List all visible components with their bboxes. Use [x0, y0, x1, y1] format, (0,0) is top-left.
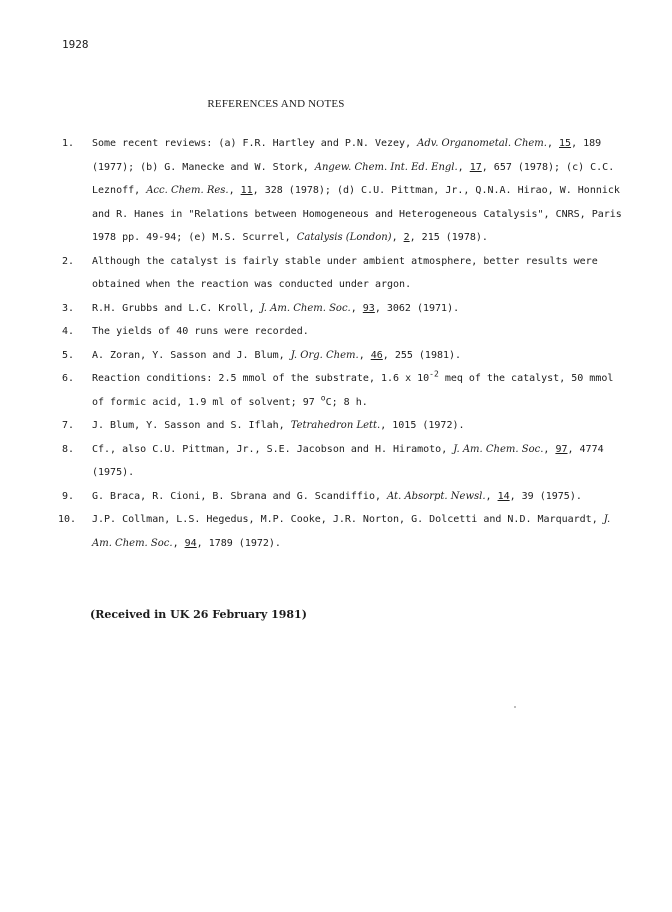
volume-number: 15	[559, 138, 572, 149]
volume-number: 97	[555, 443, 568, 455]
reference-text: J. Blum, Y. Sasson and S. Iflah,	[92, 420, 291, 431]
received-date: (Received in UK 26 February 1981)	[90, 608, 307, 621]
reference-text: ,	[457, 161, 470, 173]
volume-number: 11	[240, 185, 253, 196]
reference-text: G. Braca, R. Cioni, B. Sbrana and G. Scandiffio,	[92, 490, 388, 502]
reference-text: Cf., also C.U. Pittman, Jr., S.E. Jacobson and H. Hiramoto,	[92, 443, 454, 455]
reference-text: , 328 (1978); (d) C.U. Pittman, Jr., Q.N.A. Hirao, W. Honnick and R. Hanes in "Relations between Homogeneous and Heterogeneous Catalysis", CNRS, Paris 1978 pp. 49-94; (e) M.S. Scurrel,	[92, 185, 622, 243]
reference-text: , 1015 (1972).	[380, 420, 465, 431]
reference-item	[62, 414, 622, 438]
reference-text: , 255 (1981).	[382, 349, 462, 361]
reference-item	[62, 320, 622, 344]
journal-name: J. Am. Chem. Soc.	[260, 302, 351, 314]
superscript: o	[320, 393, 326, 403]
superscript: -2	[429, 369, 439, 379]
reference-number: 6.	[62, 373, 75, 384]
reference-text: ,	[350, 302, 363, 314]
reference-text: , 189 (1977); (b) G. Manecke and W. Stork,	[92, 138, 602, 173]
reference-item	[62, 485, 622, 509]
reference-item	[62, 367, 622, 414]
reference-number: 2.	[62, 255, 75, 267]
scan-speck	[514, 706, 516, 708]
journal-name: Adv. Organometal. Chem.	[417, 138, 547, 149]
journal-name: Catalysis (London)	[296, 232, 392, 243]
journal-name: J. Org. Chem.	[290, 349, 359, 361]
reference-text: C; 8 h.	[325, 396, 368, 408]
reference-list	[58, 132, 622, 555]
reference-number: 3.	[62, 302, 75, 314]
reference-text: Reaction conditions: 2.5 mmol of the substrate, 1.6 x 10	[92, 373, 430, 384]
volume-number: 46	[370, 349, 383, 361]
reference-text: , 39 (1975).	[509, 490, 582, 502]
reference-text: ,	[391, 232, 404, 243]
reference-text: ,	[485, 490, 498, 502]
reference-text: J.P. Collman, L.S. Hegedus, M.P. Cooke, J.R. Norton, G. Dolcetti and N.D. Marquardt,	[92, 514, 604, 525]
reference-text: ,	[172, 537, 185, 549]
reference-text: A. Zoran, Y. Sasson and J. Blum,	[92, 349, 291, 361]
volume-number: 14	[497, 490, 510, 502]
reference-text: The yields of 40 runs were recorded.	[92, 326, 309, 337]
volume-number: 93	[362, 302, 375, 314]
reference-text: meq of the catalyst, 50 mmol of formic acid, 1.9 ml of solvent; 97	[92, 373, 614, 408]
reference-text: , 3062 (1971).	[374, 302, 460, 314]
reference-item	[62, 438, 622, 485]
reference-text: , 1789 (1972).	[196, 537, 281, 549]
reference-text: ,	[546, 138, 560, 149]
reference-number: 10.	[58, 514, 77, 525]
volume-number: 94	[184, 537, 197, 549]
journal-name: Acc. Chem. Res.	[146, 185, 229, 196]
reference-number: 4.	[62, 326, 75, 337]
journal-name: At. Absorpt. Newsl.	[387, 490, 486, 502]
reference-number: 1.	[62, 138, 75, 149]
page-number: 1928	[62, 38, 89, 51]
reference-text: , 657 (1978); (c) C.C. Leznoff,	[92, 161, 615, 196]
section-heading-text: REFERENCES AND NOTES	[207, 98, 345, 110]
journal-name: J. Am. Chem. Soc.	[92, 514, 611, 549]
journal-name: Tetrahedron Lett.	[290, 420, 381, 431]
reference-text: ,	[543, 443, 556, 455]
reference-item	[62, 250, 622, 297]
reference-text: ,	[228, 185, 241, 196]
reference-text: Although the catalyst is fairly stable under ambient atmosphere, better results were obtained when the reaction was conducted under argon.	[92, 255, 598, 290]
reference-text: , 4774 (1975).	[92, 443, 604, 478]
journal-name: Angew. Chem. Int. Ed. Engl.	[314, 161, 458, 173]
reference-number: 9.	[62, 490, 75, 502]
volume-number: 17	[469, 161, 482, 173]
reference-text: R.H. Grubbs and L.C. Kroll,	[92, 302, 261, 314]
reference-text: ,	[358, 349, 371, 361]
reference-number: 8.	[62, 443, 75, 455]
journal-name: J. Am. Chem. Soc.	[453, 443, 544, 455]
reference-number: 7.	[62, 420, 75, 431]
reference-text: Some recent reviews: (a) F.R. Hartley and P.N. Vezey,	[92, 138, 418, 149]
reference-item	[58, 508, 622, 555]
reference-item	[62, 344, 622, 368]
reference-item	[62, 297, 622, 321]
volume-number: 2	[403, 232, 410, 243]
reference-text: , 215 (1978).	[409, 232, 488, 243]
reference-number: 5.	[62, 349, 75, 361]
section-heading	[0, 98, 672, 110]
reference-item	[62, 132, 622, 250]
